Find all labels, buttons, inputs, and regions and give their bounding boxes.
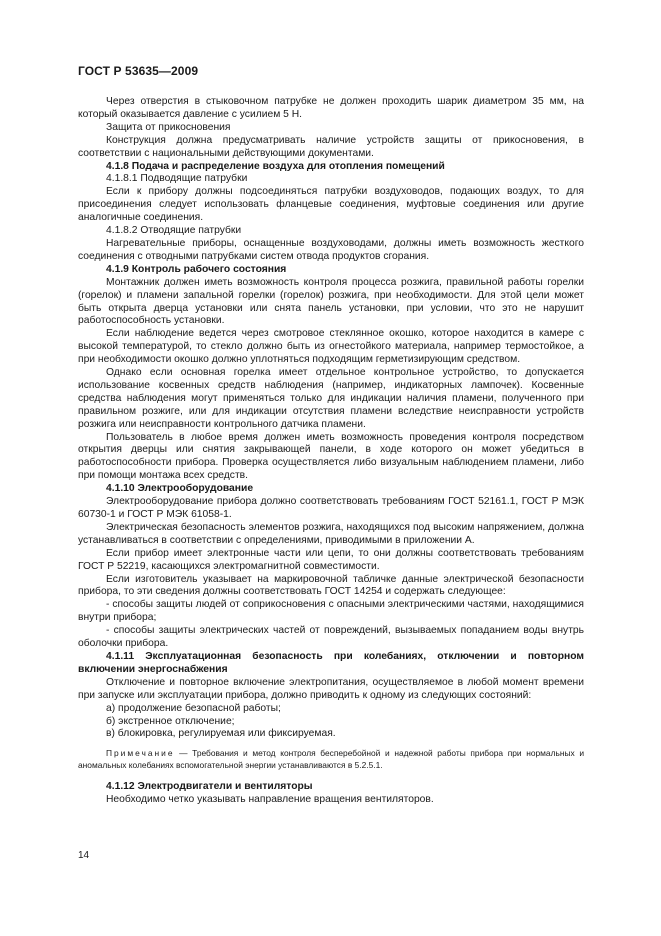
section-heading: 4.1.12 Электродвигатели и вентиляторы [106, 781, 313, 793]
paragraph: Однако если основная горелка имеет отдельное контрольное устройство, то допускается использование косвенных средств наблюдения (например, индикаторных лампочек). Косвенные средства наблюдения могут применяться только для индикации наличия пламени, полученного при правильном розжиге, или для индикации отсутствия пламени вследствие неисправности устройств розжига или неисправности контрольного датчика пламени. [78, 367, 584, 430]
page-body [78, 96, 584, 807]
paragraph: Электрооборудование прибора должно соответствовать требованиям ГОСТ 52161.1, ГОСТ Р МЭК 60730-1 и ГОСТ Р МЭК 61058-1. [78, 496, 584, 520]
paragraph: Если изготовитель указывает на маркировочной табличке данные электрической безопасности прибора, то эти сведения должны соответствовать ГОСТ 14254 и содержать следующее: [78, 573, 584, 598]
paragraph: 4.1.8.2 Отводящие патрубки [106, 225, 242, 237]
paragraph: Нагревательные приборы, оснащенные воздуховодами, должны иметь возможность жесткого соединения с отводными патрубками систем отвода продуктов сгорания. [78, 237, 584, 262]
paragraph: Необходимо четко указывать направление вращения вентиляторов. [106, 794, 434, 806]
paragraph: Электрическая безопасность элементов розжига, находящихся под высоким напряжением, должна устанавливаться в соответствии с определениями, приводимыми в приложении А. [78, 521, 584, 546]
paragraph: Монтажник должен иметь возможность контроля процесса розжига, правильной работы горелки (горелок) и пламени запальной горелки (горелок) розжига, при необходимости. Для этой цели может быть открыта дверца установки или снята панель установки, при условии, что это не нарушит работоспособность установки. [78, 276, 584, 327]
paragraph: б) экстренное отключение; [106, 715, 235, 727]
section-4-1-12 [78, 781, 584, 807]
paragraph: а) продолжение безопасной работы; [106, 702, 281, 714]
paragraph: Если наблюдение ведется через смотровое стеклянное окошко, которое находится в камере с высокой температурой, то стекло должно быть из огнестойкого материала, например термостойкое, а при необходимости окошко должно уплотняться подходящим герметизирующим средством. [78, 328, 584, 366]
paragraph: в) блокировка, регулируемая или фиксируемая. [106, 728, 336, 740]
paragraph: Если прибор имеет электронные части или цепи, то они должны соответствовать требованиям ГОСТ Р 52219, касающихся электромагнитной совместимости. [78, 547, 584, 572]
paragraph: Конструкция должна предусматривать наличие устройств защиты от прикосновения, в соответствии с национальными действующими документами. [78, 134, 584, 159]
section-heading: 4.1.9 Контроль рабочего состояния [106, 263, 287, 275]
spacer [78, 771, 584, 781]
note [78, 748, 584, 771]
paragraph: 4.1.8.1 Подводящие патрубки [106, 173, 248, 185]
section-heading: 4.1.11 Эксплуатационная безопасность при колебаниях, отключении и повторном включении энергоснабжения [78, 650, 584, 675]
paragraph: Защита от прикосновения [106, 121, 231, 133]
note-text: — Требования и метод контроля бесперебойной и надежной работы прибора при нормальных и аномальных колебаниях вспомогательной энергии устанавливаются в 5.2.5.1. [78, 748, 584, 770]
section-heading: 4.1.10 Электрооборудование [106, 483, 254, 495]
section-heading: 4.1.8 Подача и распределение воздуха для отопления помещений [106, 160, 445, 172]
paragraph: - способы защиты людей от соприкосновения с опасными электрическими частями, находящимися внутри прибора; [78, 599, 584, 624]
paragraph: Через отверстия в стыковочном патрубке не должен проходить шарик диаметром 35 мм, на который оказывается давление с усилием 5 Н. [78, 96, 584, 120]
section-text [78, 96, 584, 741]
document-header: ГОСТ Р 53635—2009 [78, 64, 199, 78]
page-number: 14 [78, 850, 90, 861]
paragraph: Отключение и повторное включение электропитания, осуществляемое в любой момент времени при запуске или эксплуатации прибора, должно приводить к одному из следующих состояний: [78, 676, 584, 701]
paragraph: - способы защиты электрических частей от повреждений, вызываемых попаданием воды внутрь оболочки прибора. [78, 625, 584, 650]
paragraph: Пользователь в любое время должен иметь возможность проведения контроля посредством открытия дверцы или снятия закрывающей панели, в ходе которого он может убедиться в работоспособности прибора. Проверка осуществляется либо визуальным наблюдением пламени, либо при помощи монтажа всех средств. [78, 431, 584, 482]
paragraph: Если к прибору должны подсоединяться патрубки воздуховодов, подающих воздух, то для присоединения следует использовать фланцевые соединения, муфтовые соединения или другие аналогичные соединения. [78, 186, 584, 224]
note-label: Примечание [106, 748, 175, 759]
